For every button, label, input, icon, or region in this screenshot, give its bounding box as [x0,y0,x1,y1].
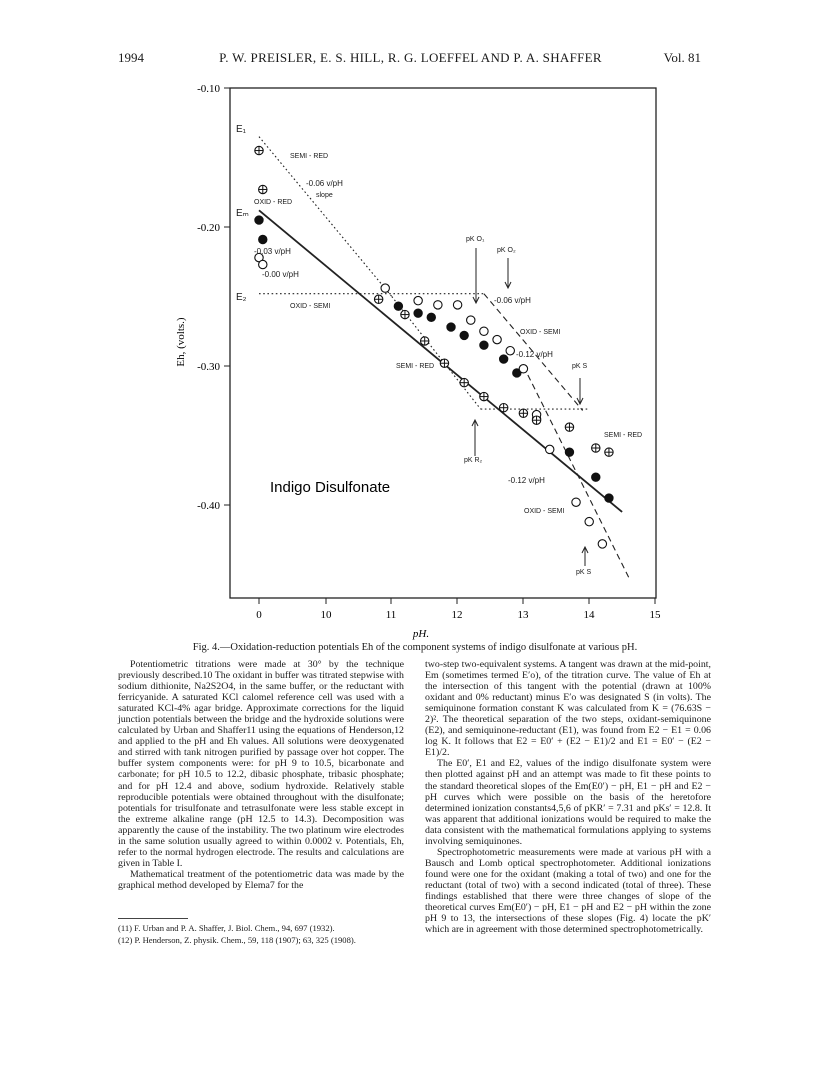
data-point-oxid-red [447,323,455,331]
label-slope-000: -0.00 v/pH [262,270,299,279]
label-oxid-semi-left: OXID - SEMI [290,303,331,310]
arrow-pks-bottom [582,547,588,566]
data-point-oxid-red [394,302,402,310]
paragraph: The E0′, E1 and E2, values of the indigo disulfonate system were then plotted against pH and an attempt was made to fit these points to the standard theoretical slopes of the Em(E0′) − pH, E1 − pH and E2 − pH curves which were possible on the basis of the heretofore determined ionization constants4,5,6 of pKR′ = 7.31 and pKs′ = 12.8. It was apparent that additional ionizations would be required to make the data consistent with the mathematical formulations applying to systems involving semiquinones. [425,758,711,847]
y-axis-label: Eh, (volts.) [175,317,187,367]
body-column-left [118,659,404,891]
paragraph: Mathematical treatment of the potentiometric data was made by the graphical method developed by Elema7 for the [118,868,404,891]
page-number: 1994 [118,50,144,65]
arrow-pks-top [577,378,583,404]
arrow-pkr2 [472,420,478,456]
data-point-semi-red [532,416,540,424]
label-pko2: pK O₂ [497,247,516,254]
data-point-oxid-red [460,331,468,339]
data-point-semi-red [519,409,527,417]
label-e2: E₂ [236,292,247,303]
y-tick-label: -0.30 [197,361,220,373]
label-slope-003: -0.03 v/pH [254,247,291,256]
data-point-oxid-semi [453,301,461,309]
data-point-oxid-red [427,313,435,321]
data-point-oxid-red [592,473,600,481]
chart-title: Indigo Disulfonate [270,479,391,496]
footnote-12: (12) P. Henderson, Z. physik. Chem., 59, 118 (1907); 63, 325 (1908). [118,935,356,945]
data-point-semi-red [401,310,409,318]
y-tick-label: -0.10 [197,83,220,95]
y-tick-label: -0.40 [197,500,220,512]
data-point-semi-red [255,146,263,154]
data-point-oxid-red [605,494,613,502]
label-pks-bottom: pK S [576,569,592,576]
label-pko1: pK O₁ [466,236,485,243]
data-point-oxid-semi [585,517,593,525]
data-point-oxid-semi [467,316,475,324]
data-point-oxid-red [480,341,488,349]
label-slope-006: -0.06 v/pH [306,179,343,188]
line-layer [259,137,629,578]
body-column-right [425,659,711,935]
data-point-semi-red [460,378,468,386]
data-point-oxid-semi [259,260,267,268]
x-tick-label: 15 [649,609,661,621]
data-point-semi-red [374,295,382,303]
label-semi-red-mid: SEMI - RED [396,363,435,370]
data-point-oxid-semi [493,335,501,343]
label-semi-red-right: SEMI - RED [604,432,643,439]
data-point-semi-red [565,423,573,431]
label-pkr2: pK R₂ [464,457,483,464]
data-point-oxid-semi [546,445,554,453]
footnote-rule [118,918,188,919]
arrow-pko1 [473,248,479,303]
x-tick-label: 0 [256,609,262,621]
label-pks-top: pK S [572,363,588,370]
data-point-oxid-red [414,309,422,317]
x-tick-label: 10 [320,609,332,621]
data-point-oxid-semi [381,284,389,292]
figure-caption: Fig. 4.—Oxidation-reduction potentials Eh of the component systems of indigo disulfonate at various pH. [192,642,638,653]
volume-label: Vol. 81 [663,50,701,65]
label-oxid-semi-right: OXID - SEMI [520,329,561,336]
x-tick-label: 11 [385,609,397,621]
data-point-semi-red [499,404,507,412]
label-slope-word: slope [316,192,333,199]
x-tick-label: 14 [583,609,595,621]
label-slope-012-bottom: -0.12 v/pH [508,476,545,485]
data-point-oxid-red [499,355,507,363]
x-tick-label: 12 [451,609,463,621]
data-point-semi-red [480,392,488,400]
data-point-semi-red [605,448,613,456]
data-point-oxid-semi [519,365,527,373]
data-point-oxid-red [259,235,267,243]
footnote-11: (11) F. Urban and P. A. Shaffer, J. Biol. Chem., 94, 697 (1932). [118,923,335,933]
data-point-oxid-semi [434,301,442,309]
data-point-semi-red [259,185,267,193]
label-slope-006-right: -0.06 v/pH [494,296,531,305]
data-point-oxid-semi [506,347,514,355]
x-tick-label: 13 [517,609,529,621]
data-point-oxid-semi [572,498,580,506]
annotation-layer [236,124,642,576]
series-line [523,366,628,577]
label-oxid-red: OXID - RED [254,199,293,206]
label-oxid-semi-bottom: OXID - SEMI [524,508,565,515]
data-point-semi-red [592,444,600,452]
data-point-semi-red [421,337,429,345]
data-point-oxid-red [565,448,573,456]
running-head-authors: P. W. PREISLER, E. S. HILL, R. G. LOEFFEL AND P. A. SHAFFER [219,50,602,65]
data-point-oxid-semi [480,327,488,335]
x-axis-label: pH. [412,628,430,640]
paragraph: Potentiometric titrations were made at 30° by the technique previously described.10 The oxidant in buffer was titrated stepwise with sodium dithionite, Na2S2O4, in the same buffer, or the reductant with ferricyanide. A saturated KCl calomel reference cell was used with a saturated KCl-4% agar bridge. Approximate corrections for the liquid junction potentials between the bridge and the hydroxide solutions were calculated by Urban and Shaffer11 using the equations of Henderson,12 and applied to the pH and Eh values. All solutions were deoxygenated and stirred with tank nitrogen purified by passage over hot copper. The buffer system components were: for pH 9 to 10.5, bicarbonate and carbonate; for pH 10.5 to 12.2, dibasic phosphate, tribasic phosphate; and for pH 12.4 and above, sodium hydroxide. Relatively stable reproducible potentials were obtained throughout with the disulfonate; potentials for trisulfonate and tetrasulfonate were less stable except in the extreme alkaline range (pH 12.5 to 14.3). Decomposition was apparently the cause of the instability. The two platinum wire electrodes in the same solution usually agreed to within 0.0002 v. Potentials, Eh, refer to the normal hydrogen electrode. The results and calculations are given in Table I. [118,659,404,869]
label-e1: E₁ [236,124,247,135]
label-semi-red-top: SEMI - RED [290,153,329,160]
arrow-pko2 [505,258,511,288]
data-point-oxid-semi [598,540,606,548]
label-slope-012-top: -0.12 v/pH [516,350,553,359]
label-em: Eₘ [236,208,249,219]
y-tick-label: -0.20 [197,222,220,234]
paragraph: Spectrophotometric measurements were made at various pH with a Bausch and Lomb optical spectrophotometer. Additional ionizations found were one for the oxidant (making a total of two) and one for the reductant (total of two) with a second indicated (total of three). These findings established that there were three changes of slope of the theoretical curves Em(E0′) − pH, E1 − pH and E2 − pH within the zone pH 9 to 13, the intersections of these slopes (Fig. 4) locate the pK′ which are in agreement with those determined spectrophotometrically. [425,846,711,936]
paragraph: two-step two-equivalent systems. A tangent was drawn at the mid-point, Em (sometimes termed E′o), of the titration curve. The value of Eh at the intersection of this tangent with the potential (drawn at 100% oxidant and 0% reductant) minus E′o was designated S (in volts). The semiquinone formation constant K was calculated from K = (76.63S − 2)². The theoretical separation of the two steps, oxidant-semiquinone (E2), and semiquinone-reductant (E1), was found from E2 − E1 = 0.06 log K. It follows that E2 = E0′ + (E2 − E1)/2 and E1 = E0′ − (E2 − E1)/2. [425,659,711,759]
data-point-semi-red [440,359,448,367]
data-point-oxid-semi [414,296,422,304]
data-point-oxid-red [255,216,263,224]
